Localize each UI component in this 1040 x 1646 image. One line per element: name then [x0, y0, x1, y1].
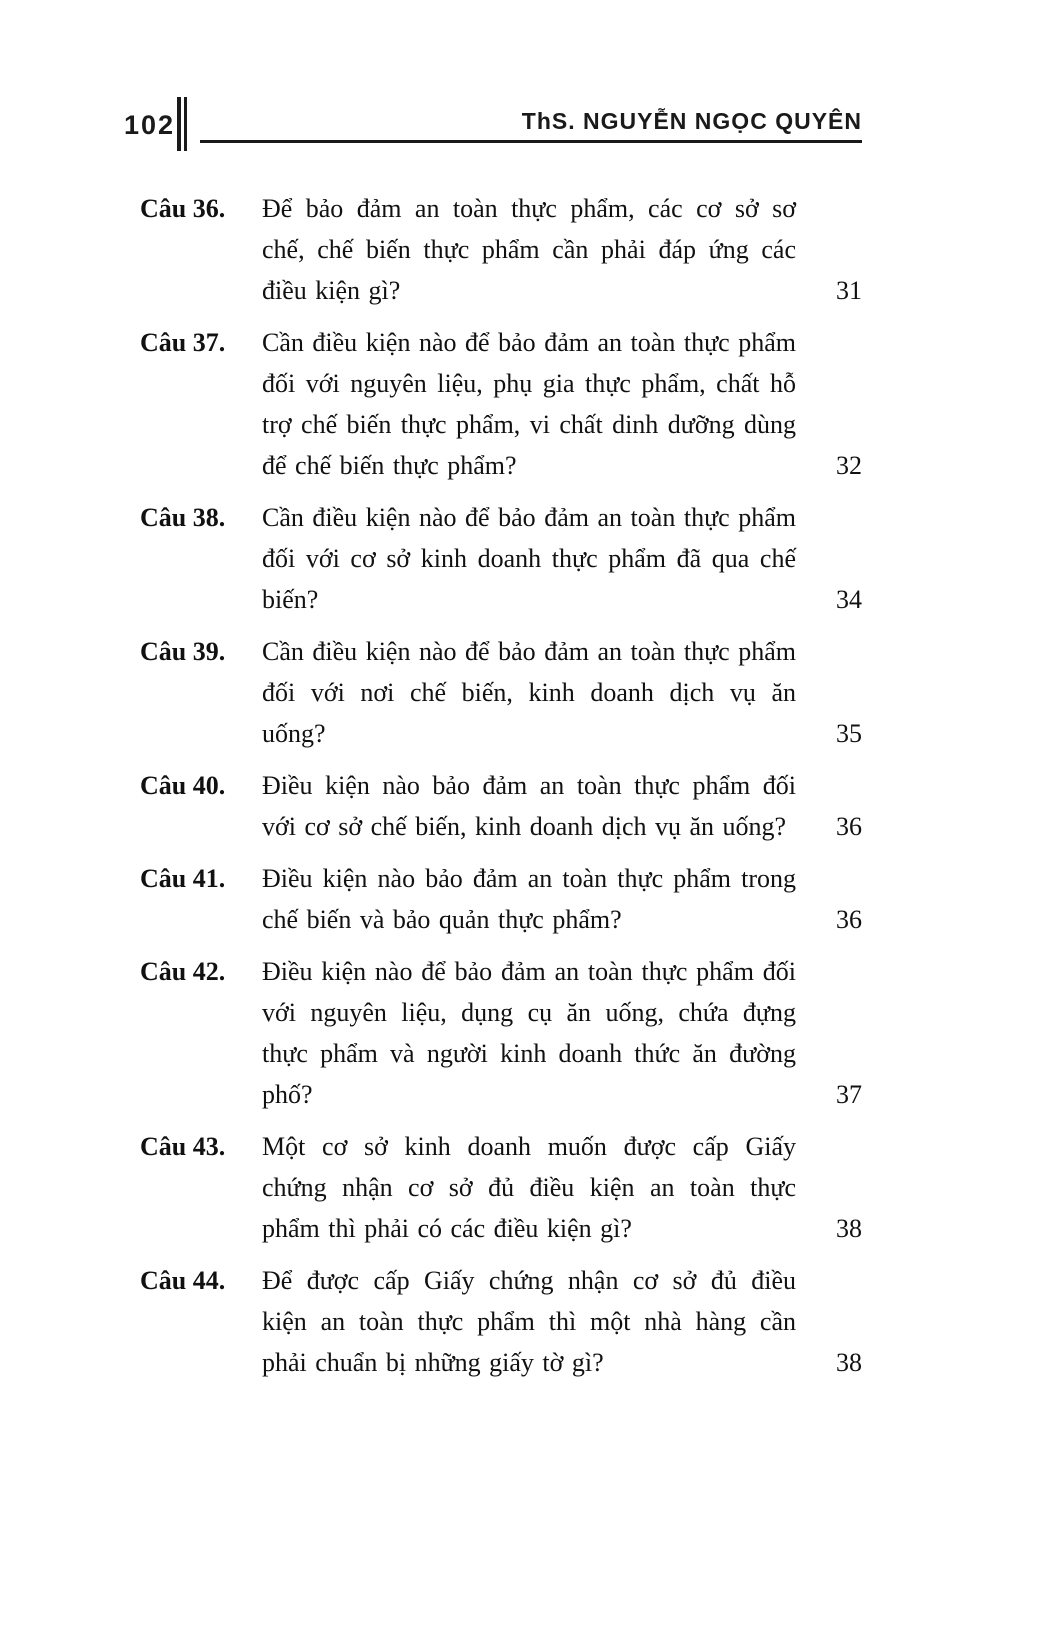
entry-page: 31 — [836, 276, 862, 305]
entry-label: Câu 38. — [140, 503, 226, 532]
entry-page: 37 — [836, 1080, 862, 1109]
entry-page: 35 — [836, 719, 862, 748]
toc-entry — [140, 951, 862, 1115]
entry-page: 38 — [836, 1348, 862, 1377]
toc-list — [140, 188, 862, 1394]
entry-text: Điều kiện nào bảo đảm an toàn thực phẩm đối với cơ sở chế biến, kinh doanh dịch vụ ăn uống? — [262, 771, 796, 841]
entry-text: Để được cấp Giấy chứng nhận cơ sở đủ điều kiện an toàn thực phẩm thì một nhà hàng cần phải chuẩn bị những giấy tờ gì? — [262, 1266, 796, 1377]
toc-entry — [140, 322, 862, 486]
entry-label: Câu 37. — [140, 328, 226, 357]
entry-label: Câu 44. — [140, 1266, 226, 1295]
entry-text: Cần điều kiện nào để bảo đảm an toàn thực phẩm đối với nơi chế biến, kinh doanh dịch vụ ăn uống? — [262, 637, 796, 748]
header-decoration-bars — [177, 97, 190, 151]
toc-entry — [140, 1126, 862, 1249]
entry-page: 32 — [836, 451, 862, 480]
entry-text: Cần điều kiện nào để bảo đảm an toàn thực phẩm đối với cơ sở kinh doanh thực phẩm đã qua chế biến? — [262, 503, 796, 614]
entry-label: Câu 43. — [140, 1132, 226, 1161]
toc-entry — [140, 188, 862, 311]
entry-text: Điều kiện nào để bảo đảm an toàn thực phẩm đối với nguyên liệu, dụng cụ ăn uống, chứa đựng thực phẩm và người kinh doanh thức ăn đường phố? — [262, 957, 796, 1109]
entry-label: Câu 36. — [140, 194, 226, 223]
toc-entry — [140, 497, 862, 620]
entry-text: Để bảo đảm an toàn thực phẩm, các cơ sở sơ chế, chế biến thực phẩm cần phải đáp ứng các điều kiện gì? — [262, 194, 796, 305]
entry-label: Câu 42. — [140, 957, 226, 986]
toc-entry — [140, 631, 862, 754]
running-header — [0, 0, 1040, 160]
toc-entry — [140, 765, 862, 847]
header-rule — [200, 140, 862, 143]
entry-text: Cần điều kiện nào để bảo đảm an toàn thực phẩm đối với nguyên liệu, phụ gia thực phẩm, chất hỗ trợ chế biến thực phẩm, vi chất dinh dưỡng dùng để chế biến thực phẩm? — [262, 328, 796, 480]
running-title: ThS. NGUYỄN NGỌC QUYÊN — [521, 108, 862, 134]
toc-entry — [140, 1260, 862, 1383]
entry-label: Câu 41. — [140, 864, 226, 893]
entry-text: Điều kiện nào bảo đảm an toàn thực phẩm trong chế biến và bảo quản thực phẩm? — [262, 864, 796, 934]
toc-entry — [140, 858, 862, 940]
entry-page: 36 — [836, 905, 862, 934]
entry-label: Câu 39. — [140, 637, 226, 666]
entry-label: Câu 40. — [140, 771, 226, 800]
entry-page: 36 — [836, 812, 862, 841]
entry-page: 34 — [836, 585, 862, 614]
page-number: 102 — [124, 110, 176, 140]
entry-page: 38 — [836, 1214, 862, 1243]
entry-text: Một cơ sở kinh doanh muốn được cấp Giấy chứng nhận cơ sở đủ điều kiện an toàn thực phẩm thì phải có các điều kiện gì? — [262, 1132, 796, 1243]
